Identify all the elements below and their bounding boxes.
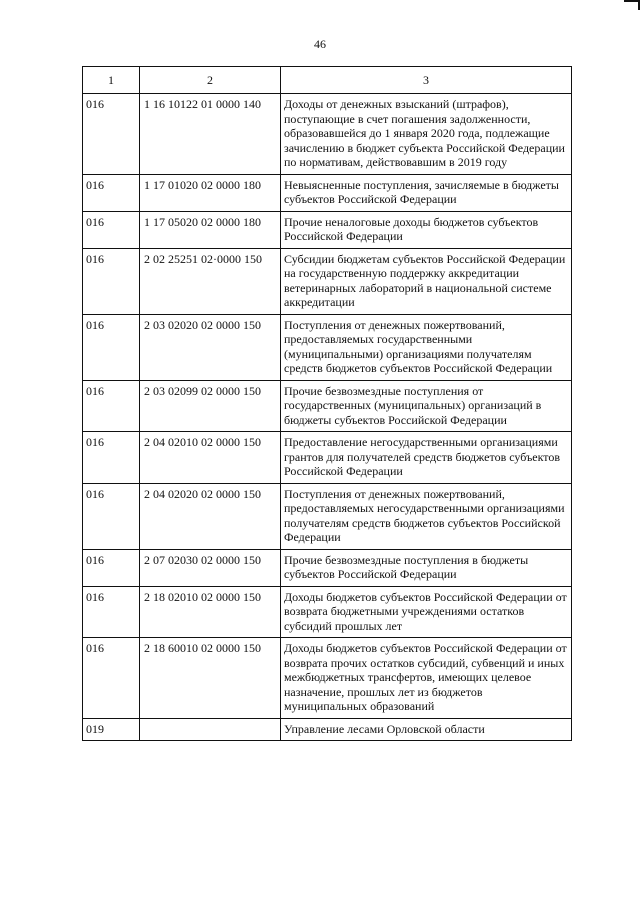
table-row bbox=[83, 94, 572, 175]
description-cell: Прочие безвозмездные поступления от государственных (муниципальных) организаций в бюджеты субъектов Российской Федерации bbox=[281, 380, 572, 432]
column-header: 1 bbox=[83, 67, 140, 94]
table-row bbox=[83, 380, 572, 432]
table-row bbox=[83, 549, 572, 586]
kbk-code-cell: 2 02 25251 02·0000 150 bbox=[140, 248, 281, 314]
kbk-code-cell: 2 04 02010 02 0000 150 bbox=[140, 432, 281, 484]
table-row bbox=[83, 638, 572, 719]
table-row bbox=[83, 174, 572, 211]
description-cell: Управление лесами Орловской области bbox=[281, 718, 572, 741]
admin-code-cell: 016 bbox=[83, 483, 140, 549]
admin-code-cell: 016 bbox=[83, 586, 140, 638]
admin-code-cell: 016 bbox=[83, 248, 140, 314]
description-cell: Поступления от денежных пожертвований, предоставляемых государственными (муниципальными) организациями получателям средств бюджетов субъектов Российской Федерации bbox=[281, 314, 572, 380]
table-row bbox=[83, 314, 572, 380]
description-cell: Доходы от денежных взысканий (штрафов), поступающие в счет погашения задолженности, образовавшейся до 1 января 2020 года, подлежащие зачислению в бюджет субъекта Российской Федерации по нормативам, действовавшим в 2019 году bbox=[281, 94, 572, 175]
description-cell: Субсидии бюджетам субъектов Российской Федерации на государственную поддержку аккредитации ветеринарных лабораторий в национальной системе аккредитации bbox=[281, 248, 572, 314]
admin-code-cell: 019 bbox=[83, 718, 140, 741]
column-header: 3 bbox=[281, 67, 572, 94]
admin-code-cell: 016 bbox=[83, 174, 140, 211]
admin-code-cell: 016 bbox=[83, 638, 140, 719]
table-row bbox=[83, 718, 572, 741]
admin-code-cell: 016 bbox=[83, 380, 140, 432]
admin-code-cell: 016 bbox=[83, 549, 140, 586]
admin-code-cell: 016 bbox=[83, 94, 140, 175]
admin-code-cell: 016 bbox=[83, 432, 140, 484]
table-row bbox=[83, 586, 572, 638]
revenue-classification-table bbox=[82, 66, 572, 741]
kbk-code-cell: 1 16 10122 01 0000 140 bbox=[140, 94, 281, 175]
description-cell: Поступления от денежных пожертвований, предоставляемых негосударственными организациями получателям средств бюджетов субъектов Российской Федерации bbox=[281, 483, 572, 549]
table-row bbox=[83, 432, 572, 484]
admin-code-cell: 016 bbox=[83, 314, 140, 380]
table-row bbox=[83, 483, 572, 549]
table-header-row bbox=[83, 67, 572, 94]
table-row bbox=[83, 211, 572, 248]
description-cell: Прочие безвозмездные поступления в бюджеты субъектов Российской Федерации bbox=[281, 549, 572, 586]
corner-mark bbox=[624, 0, 640, 10]
kbk-code-cell bbox=[140, 718, 281, 741]
column-header: 2 bbox=[140, 67, 281, 94]
description-cell: Предоставление негосударственными организациями грантов для получателей средств бюджетов субъектов Российской Федерации bbox=[281, 432, 572, 484]
description-cell: Невыясненные поступления, зачисляемые в бюджеты субъектов Российской Федерации bbox=[281, 174, 572, 211]
description-cell: Доходы бюджетов субъектов Российской Федерации от возврата бюджетными учреждениями остатков субсидий прошлых лет bbox=[281, 586, 572, 638]
admin-code-cell: 016 bbox=[83, 211, 140, 248]
kbk-code-cell: 2 04 02020 02 0000 150 bbox=[140, 483, 281, 549]
kbk-code-cell: 2 18 60010 02 0000 150 bbox=[140, 638, 281, 719]
table-row bbox=[83, 248, 572, 314]
page-number: 46 bbox=[314, 37, 326, 51]
kbk-code-cell: 2 03 02099 02 0000 150 bbox=[140, 380, 281, 432]
kbk-code-cell: 2 07 02030 02 0000 150 bbox=[140, 549, 281, 586]
description-cell: Доходы бюджетов субъектов Российской Федерации от возврата прочих остатков субсидий, субвенций и иных межбюджетных трансфертов, имеющих целевое назначение, прошлых лет из бюджетов муниципальных образований bbox=[281, 638, 572, 719]
description-cell: Прочие неналоговые доходы бюджетов субъектов Российской Федерации bbox=[281, 211, 572, 248]
kbk-code-cell: 2 18 02010 02 0000 150 bbox=[140, 586, 281, 638]
kbk-code-cell: 1 17 01020 02 0000 180 bbox=[140, 174, 281, 211]
kbk-code-cell: 1 17 05020 02 0000 180 bbox=[140, 211, 281, 248]
kbk-code-cell: 2 03 02020 02 0000 150 bbox=[140, 314, 281, 380]
